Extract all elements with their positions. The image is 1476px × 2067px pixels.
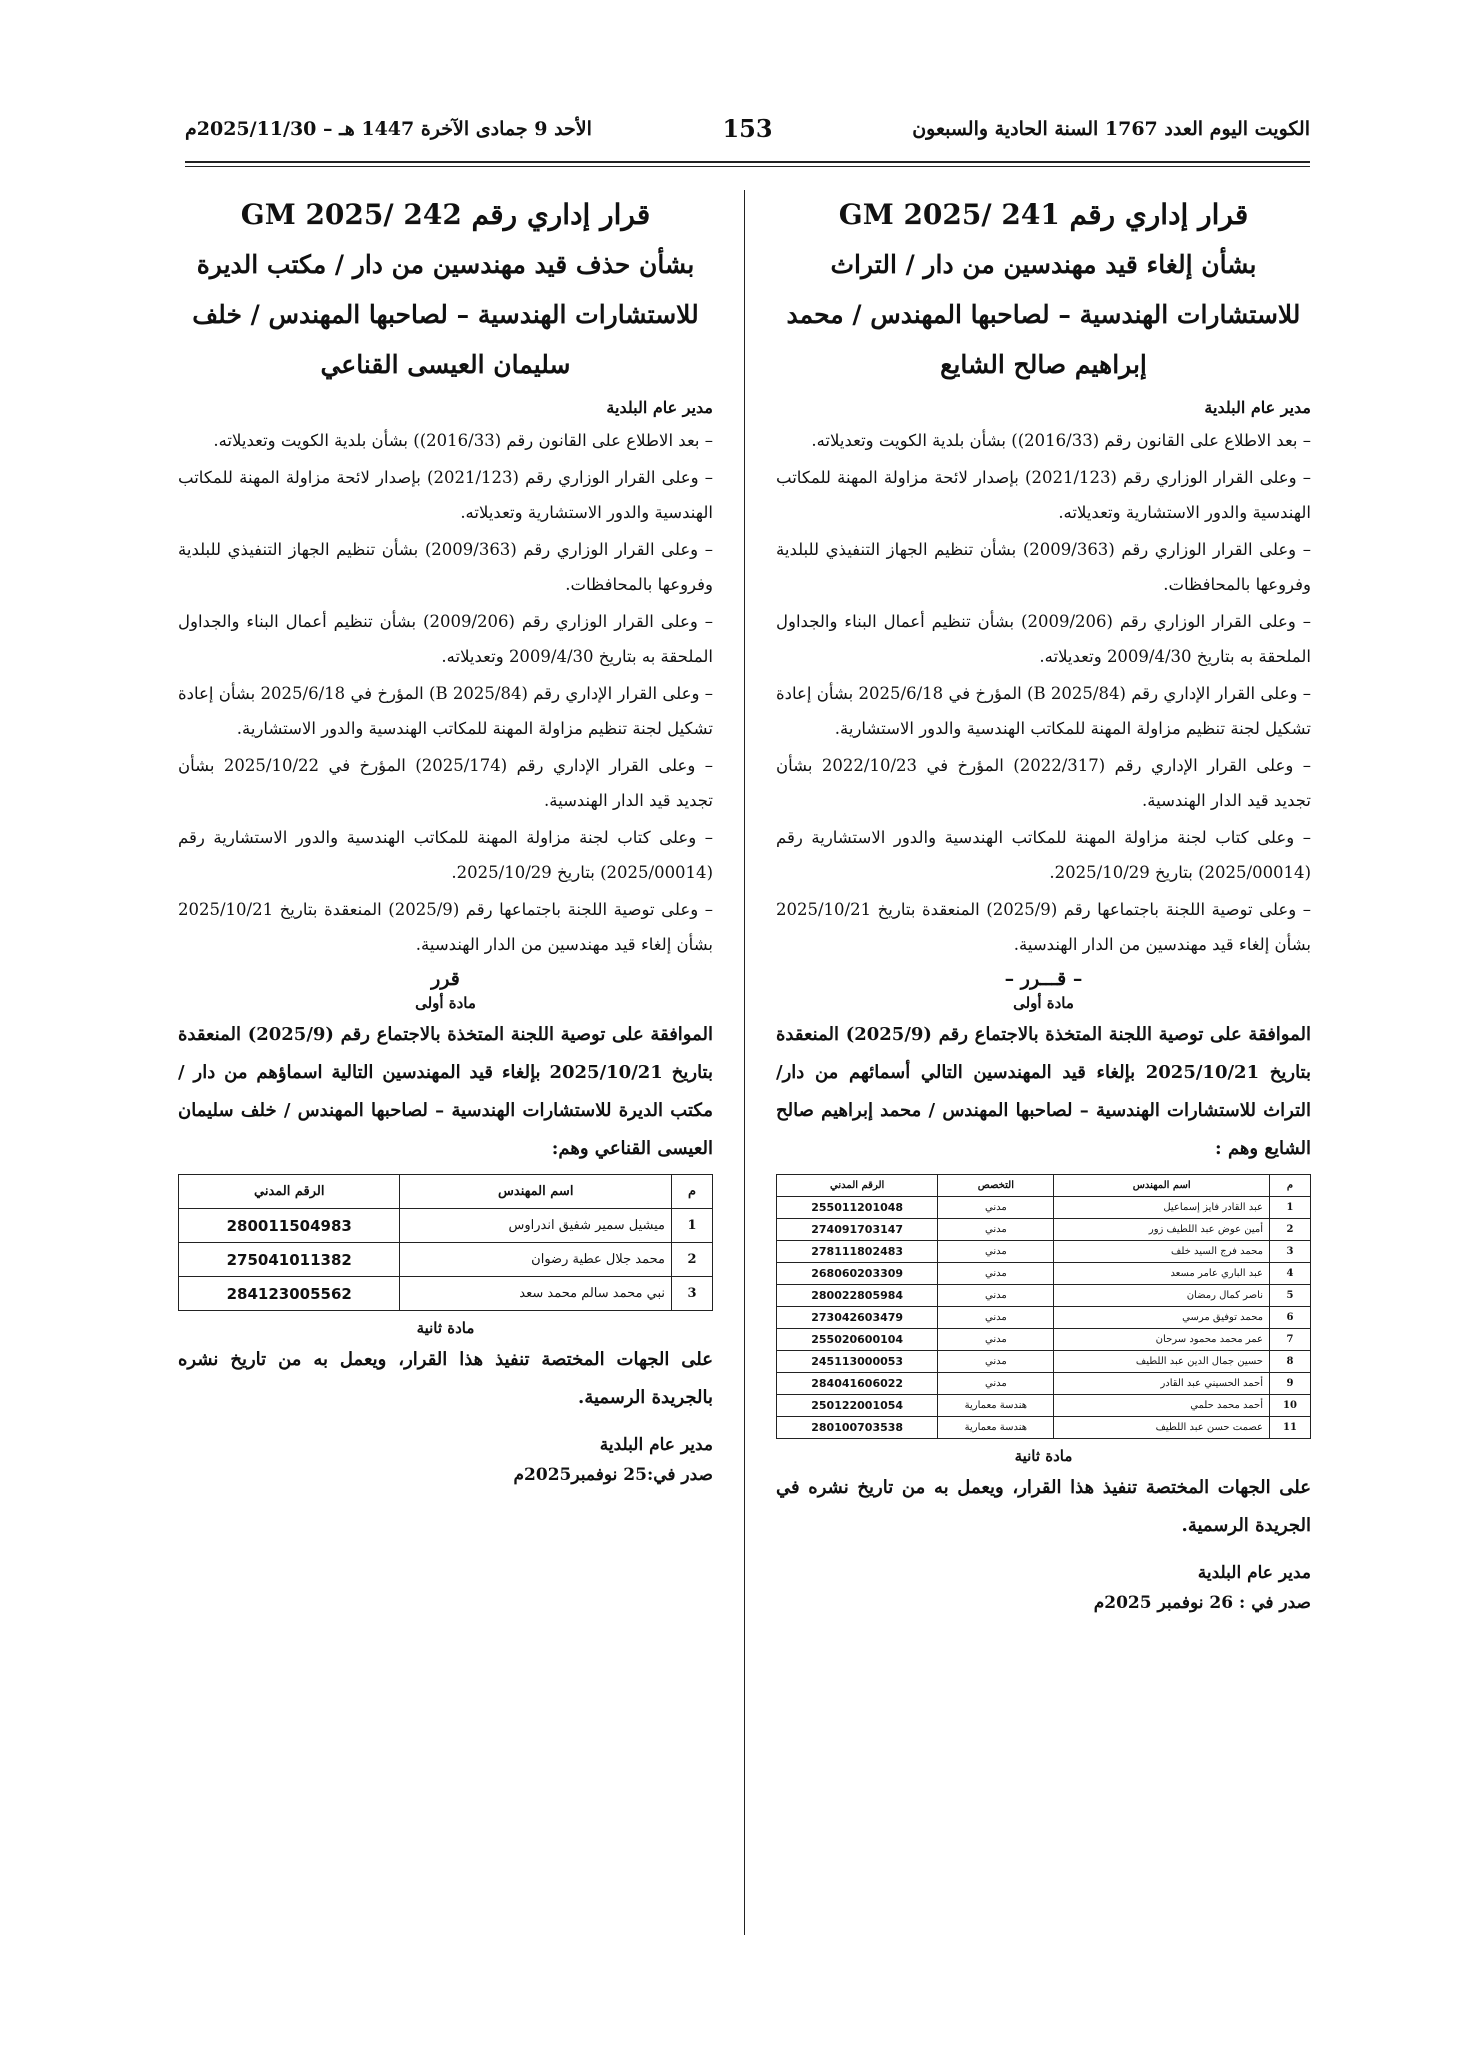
preamble-item: – وعلى توصية اللجنة باجتماعها رقم (2025/9) المنعقدة بتاريخ 2025/10/21 بشأن إلغاء قيد مهندسين من الدار الهندسية.: [776, 900, 1311, 954]
col-header-name: اسم المهندس: [400, 1175, 672, 1209]
cell-specialty: مدني: [938, 1263, 1054, 1285]
cell-civil-id: 255020600104: [777, 1329, 938, 1351]
cell-specialty: مدني: [938, 1241, 1054, 1263]
table-row: [777, 1263, 1311, 1285]
issue-date: صدر في:25 نوفمبر2025م: [513, 1465, 713, 1485]
header-rule-thin: [185, 166, 1310, 167]
table-row: [179, 1277, 713, 1311]
cell-civil-id: 280022805984: [777, 1285, 938, 1307]
table-header-row: [777, 1175, 1311, 1197]
decided-heading: قرر: [431, 968, 460, 990]
issuer: مدير عام البلدية: [1204, 398, 1311, 417]
signature: مدير عام البلدية: [1197, 1563, 1311, 1583]
cell-name: محمد توفيق مرسي: [1054, 1307, 1270, 1329]
article-2-text: على الجهات المختصة تنفيذ هذا القرار، ويعمل به من تاريخ نشره في الجريدة الرسمية.: [776, 1477, 1311, 1536]
cell-civil-id: 268060203309: [777, 1263, 938, 1285]
cell-name: عبد القادر فايز إسماعيل: [1054, 1197, 1270, 1219]
cell-name: محمد جلال عطية رضوان: [400, 1243, 672, 1277]
preamble-item: – وعلى القرار الإداري رقم (B 2025/84) المؤرخ في 2025/6/18 بشأن إعادة تشكيل لجنة تنظيم مزاولة المهنة للمكاتب الهندسية والدور الاستشارية.: [776, 684, 1311, 738]
decision-241: [776, 190, 1311, 1623]
cell-specialty: مدني: [938, 1197, 1054, 1219]
col-header-index: م: [1270, 1175, 1311, 1197]
cell-index: 6: [1270, 1307, 1311, 1329]
cell-name: ميشيل سمير شفيق اندراوس: [400, 1209, 672, 1243]
cell-specialty: مدني: [938, 1351, 1054, 1373]
cell-index: 1: [672, 1209, 713, 1243]
preamble-item: – بعد الاطلاع على القانون رقم (2016/33)) بشأن بلدية الكويت وتعديلاته.: [811, 431, 1311, 450]
cell-specialty: مدني: [938, 1219, 1054, 1241]
table-row: [777, 1351, 1311, 1373]
preamble-item: – وعلى كتاب لجنة مزاولة المهنة للمكاتب الهندسية والدور الاستشارية رقم (2025/00014) بتاريخ 2025/10/29.: [178, 828, 713, 882]
decision-subject-line: بشأن إلغاء قيد مهندسين من دار / التراث: [830, 250, 1257, 279]
col-header-name: اسم المهندس: [1054, 1175, 1270, 1197]
cell-specialty: مدني: [938, 1307, 1054, 1329]
table-row: [179, 1209, 713, 1243]
page-number: 153: [722, 114, 773, 143]
preamble-item: – وعلى القرار الوزاري رقم (2021/123) بإصدار لائحة مزاولة المهنة للمكاتب الهندسية والدور الاستشارية وتعديلاته.: [178, 468, 713, 522]
table-row: [777, 1285, 1311, 1307]
cell-civil-id: 275041011382: [179, 1243, 400, 1277]
cell-index: 7: [1270, 1329, 1311, 1351]
cell-index: 11: [1270, 1417, 1311, 1439]
cell-index: 2: [672, 1243, 713, 1277]
preamble-item: – وعلى القرار الإداري رقم (2022/317) المؤرخ في 2022/10/23 بشأن تجديد قيد الدار الهندسية.: [776, 756, 1311, 810]
article-2-heading: مادة ثانية: [1014, 1447, 1073, 1465]
table-row: [777, 1307, 1311, 1329]
cell-index: 1: [1270, 1197, 1311, 1219]
preamble-item: – وعلى كتاب لجنة مزاولة المهنة للمكاتب الهندسية والدور الاستشارية رقم (2025/00014) بتاريخ 2025/10/29.: [776, 828, 1311, 882]
column-divider: [744, 190, 745, 1935]
cell-index: 4: [1270, 1263, 1311, 1285]
engineers-table: [178, 1174, 713, 1311]
article-1-text: الموافقة على توصية اللجنة المتخذة بالاجتماع رقم (2025/9) المنعقدة بتاريخ 2025/10/21 بإلغاء قيد المهندسين التالي أسمائهم من دار/التراث للاستشارات الهندسية – لصاحبها المهندس / محمد إبراهيم صالح الشايع وهم :: [776, 1024, 1311, 1159]
cell-civil-id: 284123005562: [179, 1277, 400, 1311]
article-1-heading: مادة أولى: [415, 994, 476, 1012]
article-1-text: الموافقة على توصية اللجنة المتخذة بالاجتماع رقم (2025/9) المنعقدة بتاريخ 2025/10/21 بإلغاء قيد المهندسين التالية اسماؤهم من دار / مكتب الديرة للاستشارات الهندسية – لصاحبها المهندس / خلف سليمان العيسى القناعي وهم:: [178, 1024, 713, 1159]
cell-civil-id: 273042603479: [777, 1307, 938, 1329]
cell-civil-id: 245113000053: [777, 1351, 938, 1373]
cell-name: عصمت حسن عبد اللطيف: [1054, 1417, 1270, 1439]
article-2-text: على الجهات المختصة تنفيذ هذا القرار، ويعمل به من تاريخ نشره بالجريدة الرسمية.: [178, 1349, 713, 1408]
decision-title: قرار إداري رقم 242 /2025 GM: [240, 198, 651, 231]
table-row: [777, 1197, 1311, 1219]
cell-index: 10: [1270, 1395, 1311, 1417]
cell-civil-id: 280011504983: [179, 1209, 400, 1243]
decision-subject-line: بشأن حذف قيد مهندسين من دار / مكتب الديرة: [196, 250, 695, 279]
header-rule: [185, 161, 1310, 163]
cell-index: 2: [1270, 1219, 1311, 1241]
cell-name: أمين عوض عبد اللطيف زور: [1054, 1219, 1270, 1241]
cell-index: 5: [1270, 1285, 1311, 1307]
cell-specialty: مدني: [938, 1285, 1054, 1307]
cell-specialty: هندسة معمارية: [938, 1417, 1054, 1439]
header-gazette-info: الكويت اليوم العدد 1767 السنة الحادية والسبعون: [912, 118, 1310, 140]
cell-civil-id: 250122001054: [777, 1395, 938, 1417]
preamble-item: – وعلى القرار الوزاري رقم (2021/123) بإصدار لائحة مزاولة المهنة للمكاتب الهندسية والدور الاستشارية وتعديلاته.: [776, 468, 1311, 522]
issue-date: صدر في : 26 نوفمبر 2025م: [1093, 1593, 1311, 1613]
col-header-index: م: [672, 1175, 713, 1209]
decision-subject-line: للاستشارات الهندسية – لصاحبها المهندس / محمد: [786, 300, 1301, 329]
col-header-civil-id: الرقم المدني: [179, 1175, 400, 1209]
cell-name: عبد الباري عامر مسعد: [1054, 1263, 1270, 1285]
table-row: [179, 1243, 713, 1277]
cell-index: 3: [1270, 1241, 1311, 1263]
preamble-item: – وعلى القرار الوزاري رقم (2009/363) بشأن تنظيم الجهاز التنفيذي للبلدية وفروعها بالمحافظات.: [178, 540, 713, 594]
decision-subject-line: إبراهيم صالح الشايع: [940, 350, 1147, 379]
decision-subject-line: للاستشارات الهندسية – لصاحبها المهندس / خلف: [192, 300, 699, 329]
preamble-item: – وعلى القرار الوزاري رقم (2009/206) بشأن تنظيم أعمال البناء والجداول الملحقة به بتاريخ 2009/4/30 وتعديلاته.: [178, 612, 713, 666]
cell-name: ناصر كمال رمضان: [1054, 1285, 1270, 1307]
col-header-specialty: التخصص: [938, 1175, 1054, 1197]
signature: مدير عام البلدية: [599, 1435, 713, 1455]
cell-specialty: هندسة معمارية: [938, 1395, 1054, 1417]
preamble-item: – وعلى القرار الإداري رقم (2025/84 B) المؤرخ في 2025/6/18 بشأن إعادة تشكيل لجنة تنظيم مزاولة المهنة للمكاتب الهندسية والدور الاستشارية.: [178, 684, 713, 738]
cell-specialty: مدني: [938, 1373, 1054, 1395]
table-row: [777, 1417, 1311, 1439]
header-date: الأحد 9 جمادى الآخرة 1447 هـ – 2025/11/30م: [185, 118, 592, 140]
preamble-item: – وعلى القرار الإداري رقم (2025/174) المؤرخ في 2025/10/22 بشأن تجديد قيد الدار الهندسية.: [178, 756, 713, 810]
table-header-row: [179, 1175, 713, 1209]
cell-name: عمر محمد محمود سرحان: [1054, 1329, 1270, 1351]
preamble-item: – بعد الاطلاع على القانون رقم (2016/33)) بشأن بلدية الكويت وتعديلاته.: [213, 431, 713, 450]
table-row: [777, 1219, 1311, 1241]
cell-civil-id: 284041606022: [777, 1373, 938, 1395]
page-header: [185, 114, 1310, 162]
issuer: مدير عام البلدية: [606, 398, 713, 417]
cell-name: أحمد محمد حلمي: [1054, 1395, 1270, 1417]
cell-name: نبي محمد سالم محمد سعد: [400, 1277, 672, 1311]
engineers-table: [776, 1174, 1311, 1439]
decided-heading: – قـــرر –: [1004, 968, 1083, 990]
cell-specialty: مدني: [938, 1329, 1054, 1351]
cell-name: محمد فرج السيد خلف: [1054, 1241, 1270, 1263]
cell-civil-id: 280100703538: [777, 1417, 938, 1439]
table-row: [777, 1241, 1311, 1263]
cell-civil-id: 274091703147: [777, 1219, 938, 1241]
table-row: [777, 1395, 1311, 1417]
cell-civil-id: 278111802483: [777, 1241, 938, 1263]
cell-index: 3: [672, 1277, 713, 1311]
col-header-civil-id: الرقم المدني: [777, 1175, 938, 1197]
cell-index: 9: [1270, 1373, 1311, 1395]
preamble-item: – وعلى القرار الوزاري رقم (2009/206) بشأن تنظيم أعمال البناء والجداول الملحقة به بتاريخ 2009/4/30 وتعديلاته.: [776, 612, 1311, 666]
decision-title: قرار إداري رقم 241 /2025 GM: [838, 198, 1249, 231]
article-1-heading: مادة أولى: [1013, 994, 1074, 1012]
preamble-item: – وعلى توصية اللجنة باجتماعها رقم (2025/9) المنعقدة بتاريخ 2025/10/21 بشأن إلغاء قيد مهندسين من الدار الهندسية.: [178, 900, 713, 954]
cell-civil-id: 255011201048: [777, 1197, 938, 1219]
table-row: [777, 1329, 1311, 1351]
table-row: [777, 1373, 1311, 1395]
preamble-item: – وعلى القرار الوزاري رقم (2009/363) بشأن تنظيم الجهاز التنفيذي للبلدية وفروعها بالمحافظات.: [776, 540, 1311, 594]
decision-242: [178, 190, 713, 1495]
cell-name: أحمد الحسيني عبد القادر: [1054, 1373, 1270, 1395]
cell-name: حسين جمال الدين عبد اللطيف: [1054, 1351, 1270, 1373]
decision-subject-line: سليمان العيسى القناعي: [320, 350, 571, 379]
cell-index: 8: [1270, 1351, 1311, 1373]
article-2-heading: مادة ثانية: [416, 1319, 475, 1337]
